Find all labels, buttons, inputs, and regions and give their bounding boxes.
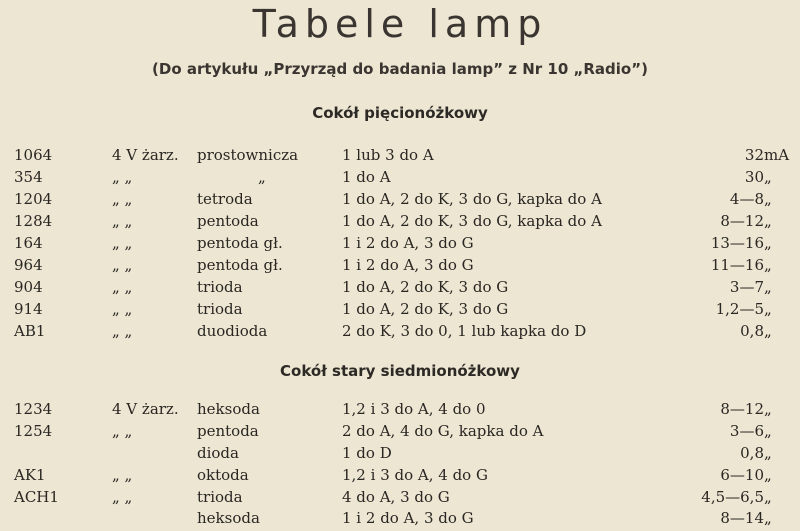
table-row (0, 398, 800, 420)
heater-voltage: 4 V żarz. (112, 146, 179, 164)
current-unit: „ (764, 212, 772, 230)
tube-code: 1254 (14, 422, 53, 440)
tube-code: ACH1 (14, 488, 59, 506)
heater-voltage: „ „ (112, 212, 133, 230)
current-value: 4—8 (729, 190, 764, 208)
tube-code: 164 (14, 234, 43, 252)
tube-code: 914 (14, 300, 43, 318)
current-unit: „ (764, 300, 772, 318)
tube-type: trioda (197, 300, 243, 318)
heater-voltage: „ „ (112, 422, 133, 440)
current-value: 0,8 (740, 322, 764, 340)
pin-connections: 1 i 2 do A, 3 do G (342, 509, 474, 527)
table-row (0, 188, 800, 210)
table-row (0, 298, 800, 320)
pin-connections: 1 do A, 2 do K, 3 do G, kapka do A (342, 212, 602, 230)
table-row (0, 232, 800, 254)
subtitle: (Do artykułu „Przyrząd do badania lamp” z Nr 10 „Radio”) (152, 60, 648, 78)
heater-voltage: „ „ (112, 488, 133, 506)
tube-type: „ (258, 168, 266, 186)
heater-voltage: „ „ (112, 278, 133, 296)
current-value: 32 (744, 146, 764, 164)
current-value: 1,2—5 (715, 300, 764, 318)
table-row (0, 507, 800, 529)
tube-code: 964 (14, 256, 43, 274)
table-row (0, 276, 800, 298)
section-heading: Cokół pięcionóżkowy (312, 104, 488, 122)
tube-type: trioda (197, 278, 243, 296)
tube-type: prostownicza (197, 146, 299, 164)
current-value: 6—10 (720, 466, 764, 484)
heater-voltage: „ „ (112, 190, 133, 208)
pin-connections: 4 do A, 3 do G (342, 488, 450, 506)
current-unit: mA (764, 146, 790, 164)
pin-connections: 1 do A, 2 do K, 3 do G (342, 278, 509, 296)
current-value: 8—12 (720, 212, 764, 230)
pin-connections: 1 i 2 do A, 3 do G (342, 256, 474, 274)
heater-voltage: „ „ (112, 168, 133, 186)
pin-connections: 1 do A, 2 do K, 3 do G (342, 300, 509, 318)
current-unit: „ (764, 422, 772, 440)
heater-voltage: „ „ (112, 322, 133, 340)
pin-connections: 1 do A (342, 168, 391, 186)
current-value: 0,8 (740, 444, 764, 462)
current-unit: „ (764, 488, 772, 506)
heater-voltage: „ „ (112, 234, 133, 252)
current-value: 4,5—6,5 (701, 488, 764, 506)
current-unit: „ (764, 509, 772, 527)
tube-type: pentoda gł. (197, 256, 283, 274)
pin-connections: 1 do D (342, 444, 392, 462)
pin-connections: 2 do A, 4 do G, kapka do A (342, 422, 544, 440)
current-value: 3—7 (729, 278, 764, 296)
current-unit: „ (764, 322, 772, 340)
table-row (0, 166, 800, 188)
tube-type: pentoda (197, 212, 259, 230)
current-unit: „ (764, 256, 772, 274)
tube-type: heksoda (197, 400, 260, 418)
current-unit: „ (764, 444, 772, 462)
table-row (0, 420, 800, 442)
current-value: 8—12 (720, 400, 764, 418)
table-row (0, 144, 800, 166)
pin-connections: 1,2 i 3 do A, 4 do G (342, 466, 488, 484)
page-title: Tabele lamp (252, 2, 548, 46)
tube-type: tetroda (197, 190, 253, 208)
current-value: 3—6 (729, 422, 764, 440)
tube-code: AK1 (14, 466, 46, 484)
pin-connections: 1,2 i 3 do A, 4 do 0 (342, 400, 486, 418)
current-unit: „ (764, 168, 772, 186)
tube-code: 904 (14, 278, 43, 296)
table-row (0, 254, 800, 276)
heater-voltage: 4 V żarz. (112, 400, 179, 418)
tube-type: pentoda gł. (197, 234, 283, 252)
heater-voltage: „ „ (112, 300, 133, 318)
tube-type: duodioda (197, 322, 268, 340)
pin-connections: 1 do A, 2 do K, 3 do G, kapka do A (342, 190, 602, 208)
current-value: 8—14 (720, 509, 764, 527)
tube-type: trioda (197, 488, 243, 506)
tube-code: AB1 (14, 322, 46, 340)
current-unit: „ (764, 190, 772, 208)
heater-voltage: „ „ (112, 466, 133, 484)
tube-type: pentoda (197, 422, 259, 440)
current-value: 13—16 (710, 234, 764, 252)
tube-type: dioda (197, 444, 239, 462)
current-unit: „ (764, 400, 772, 418)
tube-code: 1284 (14, 212, 53, 230)
tube-code: 1204 (14, 190, 53, 208)
current-value: 30 (744, 168, 764, 186)
pin-connections: 2 do K, 3 do 0, 1 lub kapka do D (342, 322, 587, 340)
pin-connections: 1 lub 3 do A (342, 146, 434, 164)
current-unit: „ (764, 466, 772, 484)
table-row (0, 210, 800, 232)
tube-code: 1234 (14, 400, 53, 418)
section-heading: Cokół stary siedmionóżkowy (280, 362, 520, 380)
current-value: 11—16 (710, 256, 764, 274)
current-unit: „ (764, 234, 772, 252)
tube-code: 354 (14, 168, 43, 186)
pin-connections: 1 i 2 do A, 3 do G (342, 234, 474, 252)
table-row (0, 320, 800, 342)
tube-type: oktoda (197, 466, 249, 484)
table-row (0, 464, 800, 486)
heater-voltage: „ „ (112, 256, 133, 274)
tube-type: heksoda (197, 509, 260, 527)
table-row (0, 486, 800, 508)
table-row (0, 442, 800, 464)
current-unit: „ (764, 278, 772, 296)
tube-code: 1064 (14, 146, 53, 164)
